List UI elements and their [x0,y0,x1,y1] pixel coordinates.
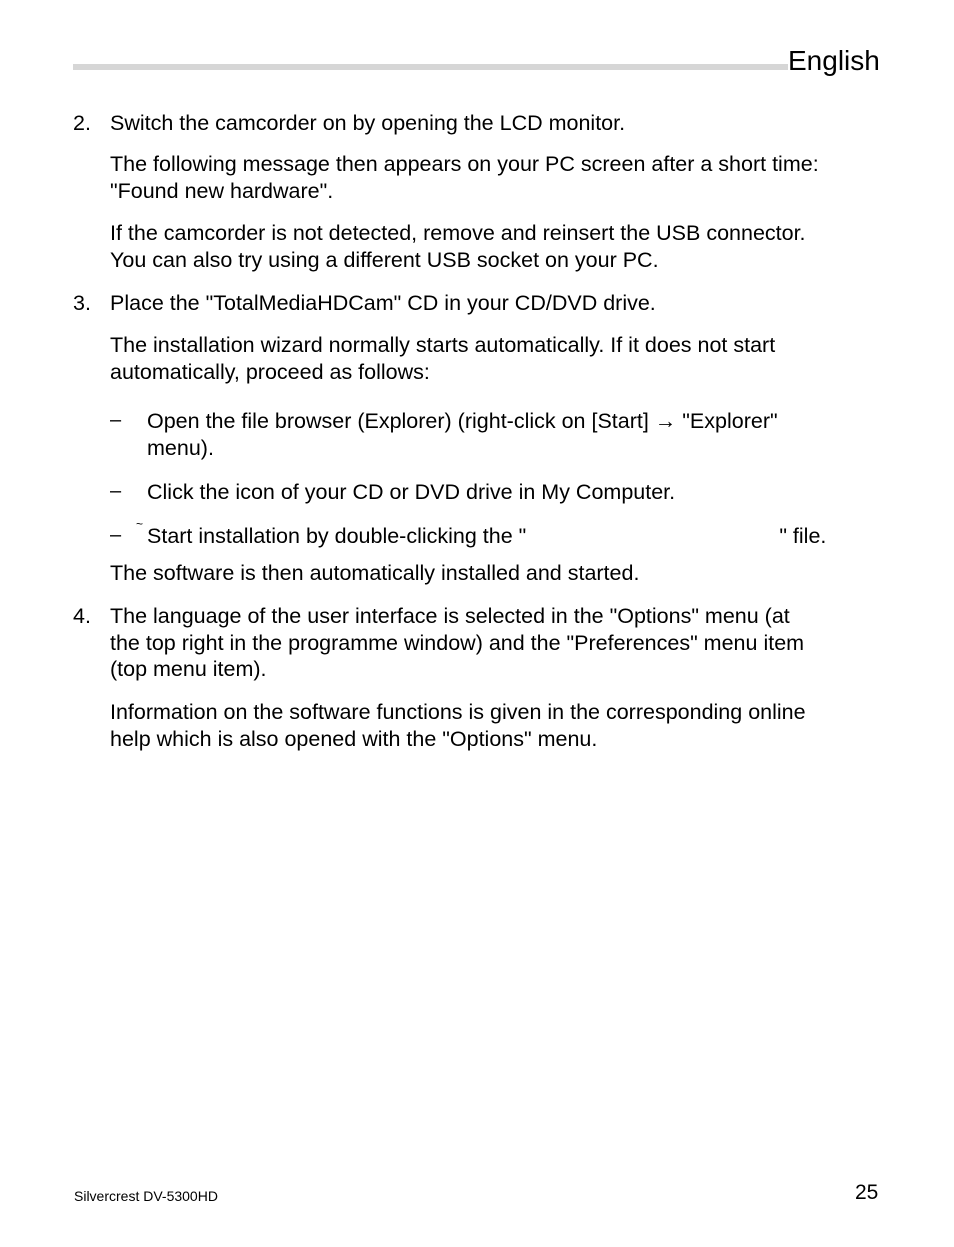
header-rule [73,64,788,70]
header-language: English [788,45,880,76]
sub-step-my-computer: Click the icon of your CD or DVD drive in My Computer. [147,480,676,504]
step-4-text [110,603,885,683]
step-number: 3. [73,291,91,315]
paragraph-wizard [110,332,885,385]
text-line: menu). [147,435,214,460]
text-line: If the camcorder is not detected, remove and reinsert the USB connector. [110,221,806,245]
text-line: You can also try using a different USB socket on your PC. [110,247,659,272]
text-line: Information on the software functions is given in the corresponding online [110,700,806,724]
footer-model: Silvercrest DV-5300HD [74,1188,218,1204]
step-3-text [110,290,885,317]
dash-bullet: – [110,409,122,431]
text-line: The installation wizard normally starts automatically. If it does not start [110,333,776,357]
paragraph-found-hardware [110,151,885,204]
text-line: help which is also opened with the "Options" menu. [110,726,598,751]
text-line: The software is then automatically installed and started. [110,561,640,585]
step-number: 4. [73,604,91,628]
paragraph-not-detected [110,220,885,273]
text-line: the top right in the programme window) and the "Preferences" menu item [110,630,805,655]
sub-step-explorer [147,408,887,461]
text-line: (top menu item). [110,657,267,681]
start-install-text: Start installation by double-clicking the " [147,524,527,548]
tilde-mark: ~ [136,517,144,531]
step-number: 2. [73,111,91,135]
text-line: Switch the camcorder on by opening the LCD monitor. [110,111,626,135]
text-line: The following message then appears on your PC screen after a short time: [110,152,819,176]
dash-bullet: – [110,480,122,502]
text-line: automatically, proceed as follows: [110,359,430,384]
dash-bullet: – [110,524,122,546]
text-line: The language of the user interface is selected in the "Options" menu (at [110,604,790,628]
text-line: Place the "TotalMediaHDCam" CD in your CD/DVD drive. [110,291,656,315]
paragraph-installed [110,560,885,587]
sub-step-start-installation [147,523,887,550]
paragraph-online-help [110,699,885,752]
page-number: 25 [855,1181,879,1204]
text-line: Open the file browser (Explorer) (right-click on [Start] → "Explorer" [147,409,778,433]
step-2-text [110,110,885,137]
text-line: "Found new hardware". [110,178,334,203]
start-install-suffix: " file. [779,524,827,548]
